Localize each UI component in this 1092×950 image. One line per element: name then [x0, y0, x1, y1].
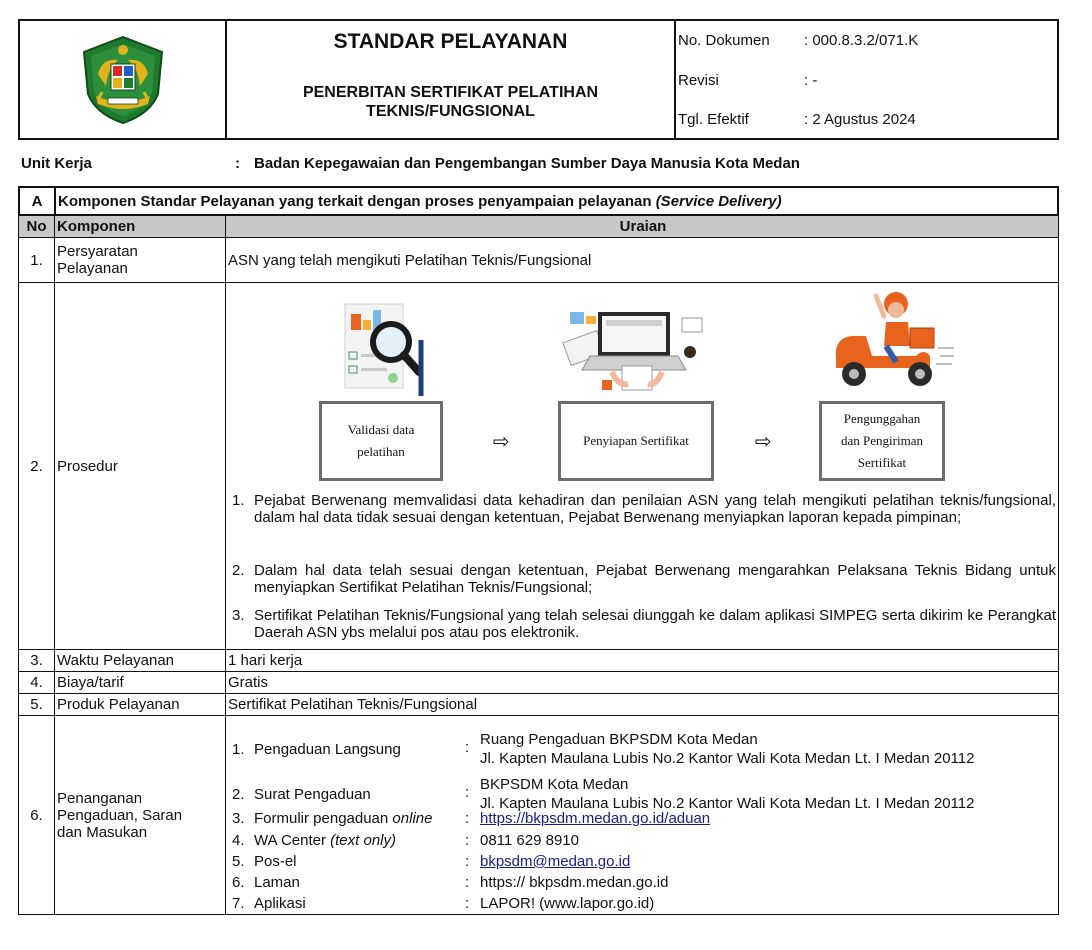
table-row-biaya [18, 672, 1059, 694]
contact-colon: : [465, 853, 470, 870]
city-emblem-logo [78, 34, 168, 126]
contact-value: 0811 629 8910 [480, 832, 579, 849]
document-subtitle-line2: TEKNIS/FUNGSIONAL [366, 103, 535, 120]
contact-label: Laman [254, 874, 300, 891]
col-header-komponen: Komponen [55, 216, 226, 237]
step-number: 1. [232, 492, 245, 509]
flow-box-line: Validasi data [347, 422, 415, 437]
unit-kerja-line [21, 155, 1061, 175]
flow-box-penyiapan [558, 401, 714, 481]
row-komponen [55, 716, 226, 914]
contact-label-text: Formulir pengaduan [254, 810, 393, 827]
contact-label-italic: online [392, 810, 433, 827]
flow-box-validasi [319, 401, 443, 481]
komponen-line2: Pelayanan [57, 260, 128, 277]
contact-colon: : [465, 810, 470, 827]
meta-value: : 000.8.3.2/071.K [804, 32, 919, 49]
row-uraian: Gratis [228, 674, 269, 691]
row-no: 5. [19, 694, 55, 715]
contact-item [228, 832, 1058, 852]
col-header-no: No [19, 216, 55, 237]
contact-value: https:// bkpsdm.medan.go.id [480, 874, 669, 891]
table-header-row [18, 216, 1059, 238]
unit-kerja-value: Badan Kepegawaian dan Pengembangan Sumber Daya Manusia Kota Medan [254, 155, 800, 172]
laptop-workspace-illustration [562, 310, 712, 395]
document-title: STANDAR PELAYANAN [333, 30, 568, 53]
contact-item [228, 731, 1058, 771]
contact-number: 7. [232, 895, 245, 912]
flow-arrow-icon: ⇨ [493, 429, 510, 453]
meta-value: : 2 Agustus 2024 [804, 111, 916, 128]
flow-box-pengunggahan [819, 401, 945, 481]
komponen-line1: Penanganan [57, 789, 143, 807]
contact-value: LAPOR! (www.lapor.go.id) [480, 895, 655, 912]
meta-value: : - [804, 72, 818, 89]
row-komponen [55, 238, 226, 282]
contact-label: Surat Pengaduan [254, 786, 371, 803]
table-row-persyaratan [18, 238, 1059, 283]
komponen-line2: Pengaduan, Saran [57, 806, 183, 824]
unit-kerja-label: Unit Kerja [21, 155, 92, 172]
contact-label: Pengaduan Langsung [254, 741, 401, 758]
contact-colon: : [465, 739, 470, 756]
flow-box-line: Sertifikat [857, 455, 907, 470]
step-number: 2. [232, 562, 245, 579]
meta-key: Revisi [678, 72, 719, 89]
row-no: 3. [19, 650, 55, 671]
meta-row-revisi [678, 72, 1057, 92]
contact-item [228, 853, 1058, 873]
row-no: 4. [19, 672, 55, 693]
contact-item [228, 874, 1058, 894]
row-uraian: 1 hari kerja [228, 652, 303, 669]
contact-number: 6. [232, 874, 245, 891]
contact-number: 1. [232, 741, 245, 758]
contact-item [228, 895, 1058, 915]
row-no: 2. [19, 283, 55, 649]
contact-number: 5. [232, 853, 245, 870]
flow-arrow-icon: ⇨ [755, 429, 772, 453]
contact-number: 2. [232, 786, 245, 803]
row-uraian: Sertifikat Pelatihan Teknis/Fungsional [228, 696, 478, 713]
row-komponen: Waktu Pelayanan [55, 650, 226, 671]
section-letter: A [20, 188, 56, 214]
contact-colon: : [465, 784, 470, 801]
contact-label-text: WA Center [254, 832, 331, 849]
flow-box-line: pelatihan [357, 444, 405, 459]
contact-label-italic: (text only) [330, 832, 396, 849]
meta-row-tgl-efektif [678, 111, 1057, 131]
unit-kerja-colon: : [235, 155, 240, 172]
section-a-header [18, 186, 1059, 216]
delivery-scooter-illustration [826, 288, 956, 394]
section-a-title [58, 188, 782, 214]
table-row-waktu [18, 650, 1059, 672]
complaint-form-link[interactable]: https://bkpsdm.medan.go.id/aduan [480, 810, 711, 827]
contact-number: 4. [232, 832, 245, 849]
document-magnifier-illustration [335, 300, 435, 400]
flow-box-line: Penyiapan Sertifikat [583, 433, 689, 448]
contact-label [254, 810, 432, 827]
email-link[interactable]: bkpsdm@medan.go.id [480, 853, 631, 870]
row-no: 6. [19, 716, 55, 914]
contact-label: Aplikasi [254, 895, 306, 912]
title-cell [227, 21, 676, 138]
contact-number: 3. [232, 810, 245, 827]
row-uraian: ASN yang telah mengikuti Pelatihan Teknis/Fungsional [228, 251, 592, 269]
step-text: Pejabat Berwenang memvalidasi data kehadiran dan penilaian ASN yang telah mengikuti pelatihan teknis/fungsional, dalam hal data tidak sesuai dengan ketentuan, Pejabat Berwenang menyiapkan laporan kepada pimpinan; [254, 492, 1056, 526]
row-komponen: Prosedur [55, 283, 226, 649]
contact-value-line1: BKPSDM Kota Medan [480, 776, 629, 793]
document-subtitle [227, 83, 674, 121]
document-subtitle-line1: PENERBITAN SERTIFIKAT PELATIHAN [302, 84, 599, 101]
contact-value-line2: Jl. Kapten Maulana Lubis No.2 Kantor Wali Kota Medan Lt. I Medan 20112 [480, 750, 975, 767]
contact-label: Pos-el [254, 853, 297, 870]
step-text: Sertifikat Pelatihan Teknis/Fungsional yang telah selesai diunggah ke dalam aplikasi SIMPEG serta dikirim ke Perangkat Daerah ASN ybs melalui pos atau pos elektronik. [254, 607, 1056, 641]
flow-box-line: Pengunggahan [843, 411, 921, 426]
meta-key: Tgl. Efektif [678, 111, 749, 128]
contact-item [228, 810, 1058, 830]
komponen-line3: dan Masukan [57, 823, 148, 841]
meta-key: No. Dokumen [678, 32, 770, 49]
step-text: Dalam hal data telah sesuai dengan ketentuan, Pejabat Berwenang mengarahkan Pelaksana Teknis Bidang untuk menyiapkan Sertifikat Pelatihan Teknis/Fungsional; [254, 562, 1056, 596]
flow-box-line: dan Pengiriman [841, 433, 923, 448]
contact-value-line2: Jl. Kapten Maulana Lubis No.2 Kantor Wali Kota Medan Lt. I Medan 20112 [480, 795, 975, 812]
logo-cell [20, 21, 227, 138]
step-number: 3. [232, 607, 245, 624]
contact-label [254, 832, 396, 849]
contact-colon: : [465, 895, 470, 912]
contact-colon: : [465, 832, 470, 849]
table-row-produk [18, 694, 1059, 716]
col-header-uraian: Uraian [619, 218, 667, 235]
row-no: 1. [19, 238, 55, 282]
section-a-title-italic: (Service Delivery) [655, 192, 782, 210]
row-komponen: Biaya/tarif [55, 672, 226, 693]
section-a-title-text: Komponen Standar Pelayanan yang terkait dengan proses penyampaian pelayanan [58, 192, 656, 210]
contact-value-line1: Ruang Pengaduan BKPSDM Kota Medan [480, 731, 758, 748]
row-komponen: Produk Pelayanan [55, 694, 226, 715]
document-header [18, 19, 1059, 140]
document-meta [676, 21, 1057, 138]
komponen-line1: Persyaratan [57, 243, 138, 260]
contact-colon: : [465, 874, 470, 891]
meta-row-no-dokumen [678, 32, 1057, 52]
